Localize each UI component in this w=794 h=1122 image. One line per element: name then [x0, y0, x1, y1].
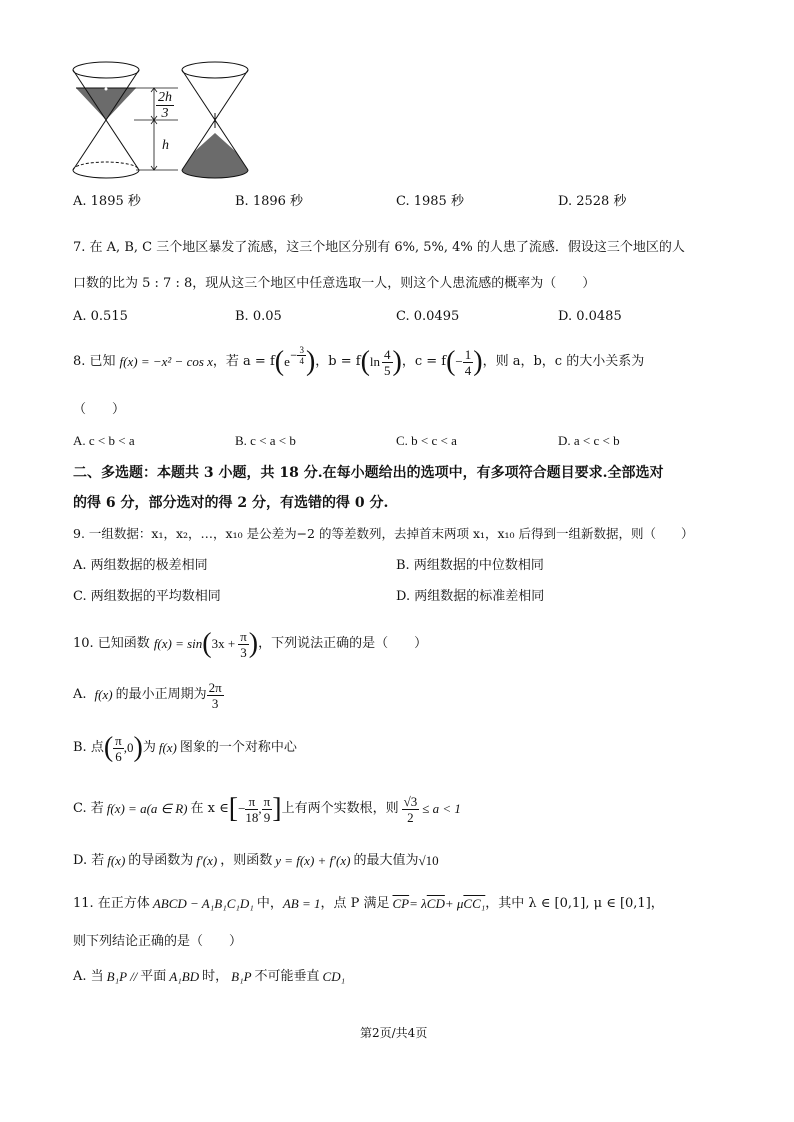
q10-c-end: ≤ a < 1 [422, 801, 461, 816]
q6-option-b[interactable]: B. 1896 秒 [235, 194, 304, 209]
q11-a-a1bd: A₁BD [169, 969, 200, 984]
q10-c-n1: π [245, 794, 258, 810]
q10-three: 3 [240, 644, 247, 660]
q8-c-num: 1 [464, 346, 472, 362]
q10-option-c[interactable]: C. 若 f(x) = a(a ∈ R) 在 x ∈ [ − $\frac{\pi}{18}$ , $\frac{\pi}{9}$ ] 上有两个实数根，则 $\frac{√3}{2}$ ≤ a < 1 [73, 793, 461, 825]
q10-c-n2: π [263, 793, 271, 809]
q10-stem: 10. 已知函数 f(x) = sin ( 3x + $\frac{\pi}{3}$ ) ，下列说法正确的是（ ） [73, 628, 428, 660]
q11-tail: ，其中 λ ∈ [0,1], μ ∈ [0,1]， [485, 896, 664, 911]
q7-stem-line1: 7. 在 A, B, C 三个地区暴发了流感，这三个地区分别有 6%, 5%, 4% 的人患了流感．假设这三个地区的人 [73, 240, 685, 255]
q10-d-fx: f(x) [107, 853, 126, 868]
q11-a-not: 不可能垂直 [254, 969, 320, 984]
q10-d-val: √10 [418, 853, 439, 868]
q8-option-d[interactable]: D. a < c < b [558, 433, 620, 448]
q11-vec-cc1: CC₁ [463, 896, 486, 911]
q10-c-d2: 9 [263, 809, 271, 825]
q11-plus: + μ [444, 896, 464, 911]
q10-d-fpx: f′(x) [196, 853, 218, 868]
q10-a-label: A. [73, 687, 87, 702]
q8-paren: （ ） [73, 402, 126, 417]
q8-option-c[interactable]: C. b < c < a [396, 433, 457, 448]
q8-b-ln: ln [369, 354, 381, 369]
q10-a-fx: f(x) [94, 687, 113, 702]
figure-label-top-den: 3 [161, 106, 169, 121]
q10-b-mid: 为 [142, 740, 156, 755]
q10-a-num: 2π [208, 679, 222, 695]
q10-c-label: C. 若 [73, 801, 104, 816]
q10-d-end: 的最大值为 [353, 853, 419, 868]
q9-option-d[interactable]: D. 两组数据的标准差相同 [396, 589, 545, 604]
q9-option-b[interactable]: B. 两组数据的中位数相同 [396, 558, 544, 573]
q11-ab: AB = 1 [282, 896, 321, 911]
q7-option-c[interactable]: C. 0.0495 [396, 309, 460, 324]
q9-option-c[interactable]: C. 两组数据的平均数相同 [73, 589, 221, 604]
q11-eq: = λ [409, 896, 427, 911]
q8-a-prefix: ，若 a = f [212, 354, 275, 369]
q8-function: f(x) = −x² − cos x [119, 354, 213, 369]
q7-stem-line2: 口数的比为 5 : 7 : 8，现从这三个地区中任意选取一人，则这个人患流感的概率为（ ） [73, 276, 596, 291]
q11-a-b1p2: B₁P [231, 969, 252, 984]
section2-line2: 的得 6 分，部分选对的得 2 分，有选错的得 0 分. [73, 495, 389, 511]
q10-d-y: y = f(x) + f′(x) [275, 853, 351, 868]
q11-stem [73, 892, 664, 916]
q8-number: 8. 已知 [73, 354, 116, 369]
q10-pi: π [240, 628, 247, 644]
q8-stem: 8. 已知 f(x) = −x² − cos x ，若 a = f ( e − $\frac{3}{4}$ ) ，b = f ( ln $\frac{4}{5}$ ) ，c = f ( − $\frac{1}{4}$ ) ，则 a，b，c 的大小关系为 [73, 344, 645, 378]
q11-cube: ABCD − A₁B₁C₁D₁ [152, 896, 254, 911]
q6-option-a[interactable]: A. 1895 秒 [73, 194, 141, 209]
q11-a-plane: 平面 [140, 969, 167, 984]
q6-option-d[interactable]: D. 2528 秒 [558, 194, 627, 209]
figure-label-bottom: h [162, 138, 169, 153]
q10-c-sqrt-den: 2 [407, 809, 414, 825]
q9-option-a[interactable]: A. 两组数据的极差相同 [73, 558, 208, 573]
double-cone-figure [66, 58, 266, 188]
q11-a-cd1: CD₁ [322, 969, 346, 984]
q11-a-mid: 时， [202, 969, 229, 984]
figure-label-top-num: 2h [158, 90, 172, 105]
q8-c-minus: − [455, 354, 463, 369]
q8-a-exp-den: 4 [299, 355, 304, 366]
q8-a-exp-num: 3 [299, 344, 304, 355]
figure-label-top [156, 90, 174, 121]
q10-tail: ，下列说法正确的是（ ） [258, 636, 428, 651]
q9-stem: 9. 一组数据：x₁，x₂，…，x₁₀ 是公差为−2 的等差数列，去掉首末两项 x₁，x₁₀ 后得到一组新数据，则（ ） [73, 526, 694, 541]
q8-a-base: e [284, 354, 290, 369]
q7-option-b[interactable]: B. 0.05 [235, 309, 282, 324]
q10-b-num: π [115, 732, 122, 748]
q8-option-b[interactable]: B. c < a < b [235, 433, 296, 448]
q10-option-d[interactable] [73, 850, 439, 872]
q8-b-prefix: ，b = f [315, 354, 361, 369]
q10-a-den: 3 [211, 695, 219, 711]
q8-tail: ，则 a，b，c 的大小关系为 [482, 354, 645, 369]
q10-c-mid: 在 x ∈ [190, 801, 229, 816]
q7-option-d[interactable]: D. 0.0485 [558, 309, 622, 324]
q7-option-a[interactable]: A. 0.515 [73, 309, 128, 324]
q10-c-sqrt3: √3 [403, 793, 418, 809]
q10-b-end: 图象的一个对称中心 [179, 740, 297, 755]
q8-c-prefix: ，c = f [401, 354, 447, 369]
q10-b-tail: ,0 [123, 740, 134, 755]
q10-option-a[interactable] [73, 675, 224, 715]
q8-c-den: 4 [464, 362, 472, 378]
q10-prefix: 10. 已知函数 [73, 636, 150, 651]
q11-vec-cd: $\overline{CD}$ [426, 896, 445, 911]
q11-vec-cp: $\overline{CP}$ [392, 896, 410, 911]
q11-mid: 中， [256, 896, 283, 911]
q10-option-b[interactable]: B. 点 ( $\frac{\pi}{6}$ ,0 ) 为 f(x) 图象的一个对称中心 [73, 732, 297, 764]
q8-b-den: 5 [384, 362, 391, 378]
q11-prefix: 11. 在正方体 [73, 896, 150, 911]
q11-line2: 则下列结论正确的是（ ） [73, 934, 243, 949]
q10-b-fx: f(x) [158, 740, 177, 755]
q6-option-c[interactable]: C. 1985 秒 [396, 194, 464, 209]
q10-d-label: D. 若 [73, 853, 105, 868]
q11-option-a[interactable] [73, 966, 345, 988]
q10-c-tail: 上有两个实数根，则 [281, 801, 399, 816]
q10-inner: 3x + [211, 636, 236, 651]
page-footer: 第2页/共4页 [360, 1026, 428, 1040]
q10-d-tail: ，则函数 [220, 853, 273, 868]
q11-p: ，点 P 满足 [320, 896, 390, 911]
q10-d-mid: 的导函数为 [128, 853, 194, 868]
q8-b-num: 4 [384, 346, 391, 362]
q10-c-eq: f(x) = a(a ∈ R) [106, 801, 188, 816]
q10-b-den: 6 [115, 748, 122, 764]
q10-c-d1: 18 [245, 809, 259, 825]
q8-option-a[interactable]: A. c < b < a [73, 433, 135, 448]
q10-function: f(x) = sin [153, 636, 203, 651]
q11-a-label: A. 当 [73, 969, 104, 984]
section2-line1: 二、多选题：本题共 3 小题，共 18 分.在每小题给出的选项中，有多项符合题目要求.全部选对 [73, 465, 664, 481]
q10-b-label: B. 点 [73, 740, 104, 755]
q10-a-mid: 的最小正周期为 [115, 687, 207, 702]
q11-a-b1p: B₁P // [106, 969, 138, 984]
